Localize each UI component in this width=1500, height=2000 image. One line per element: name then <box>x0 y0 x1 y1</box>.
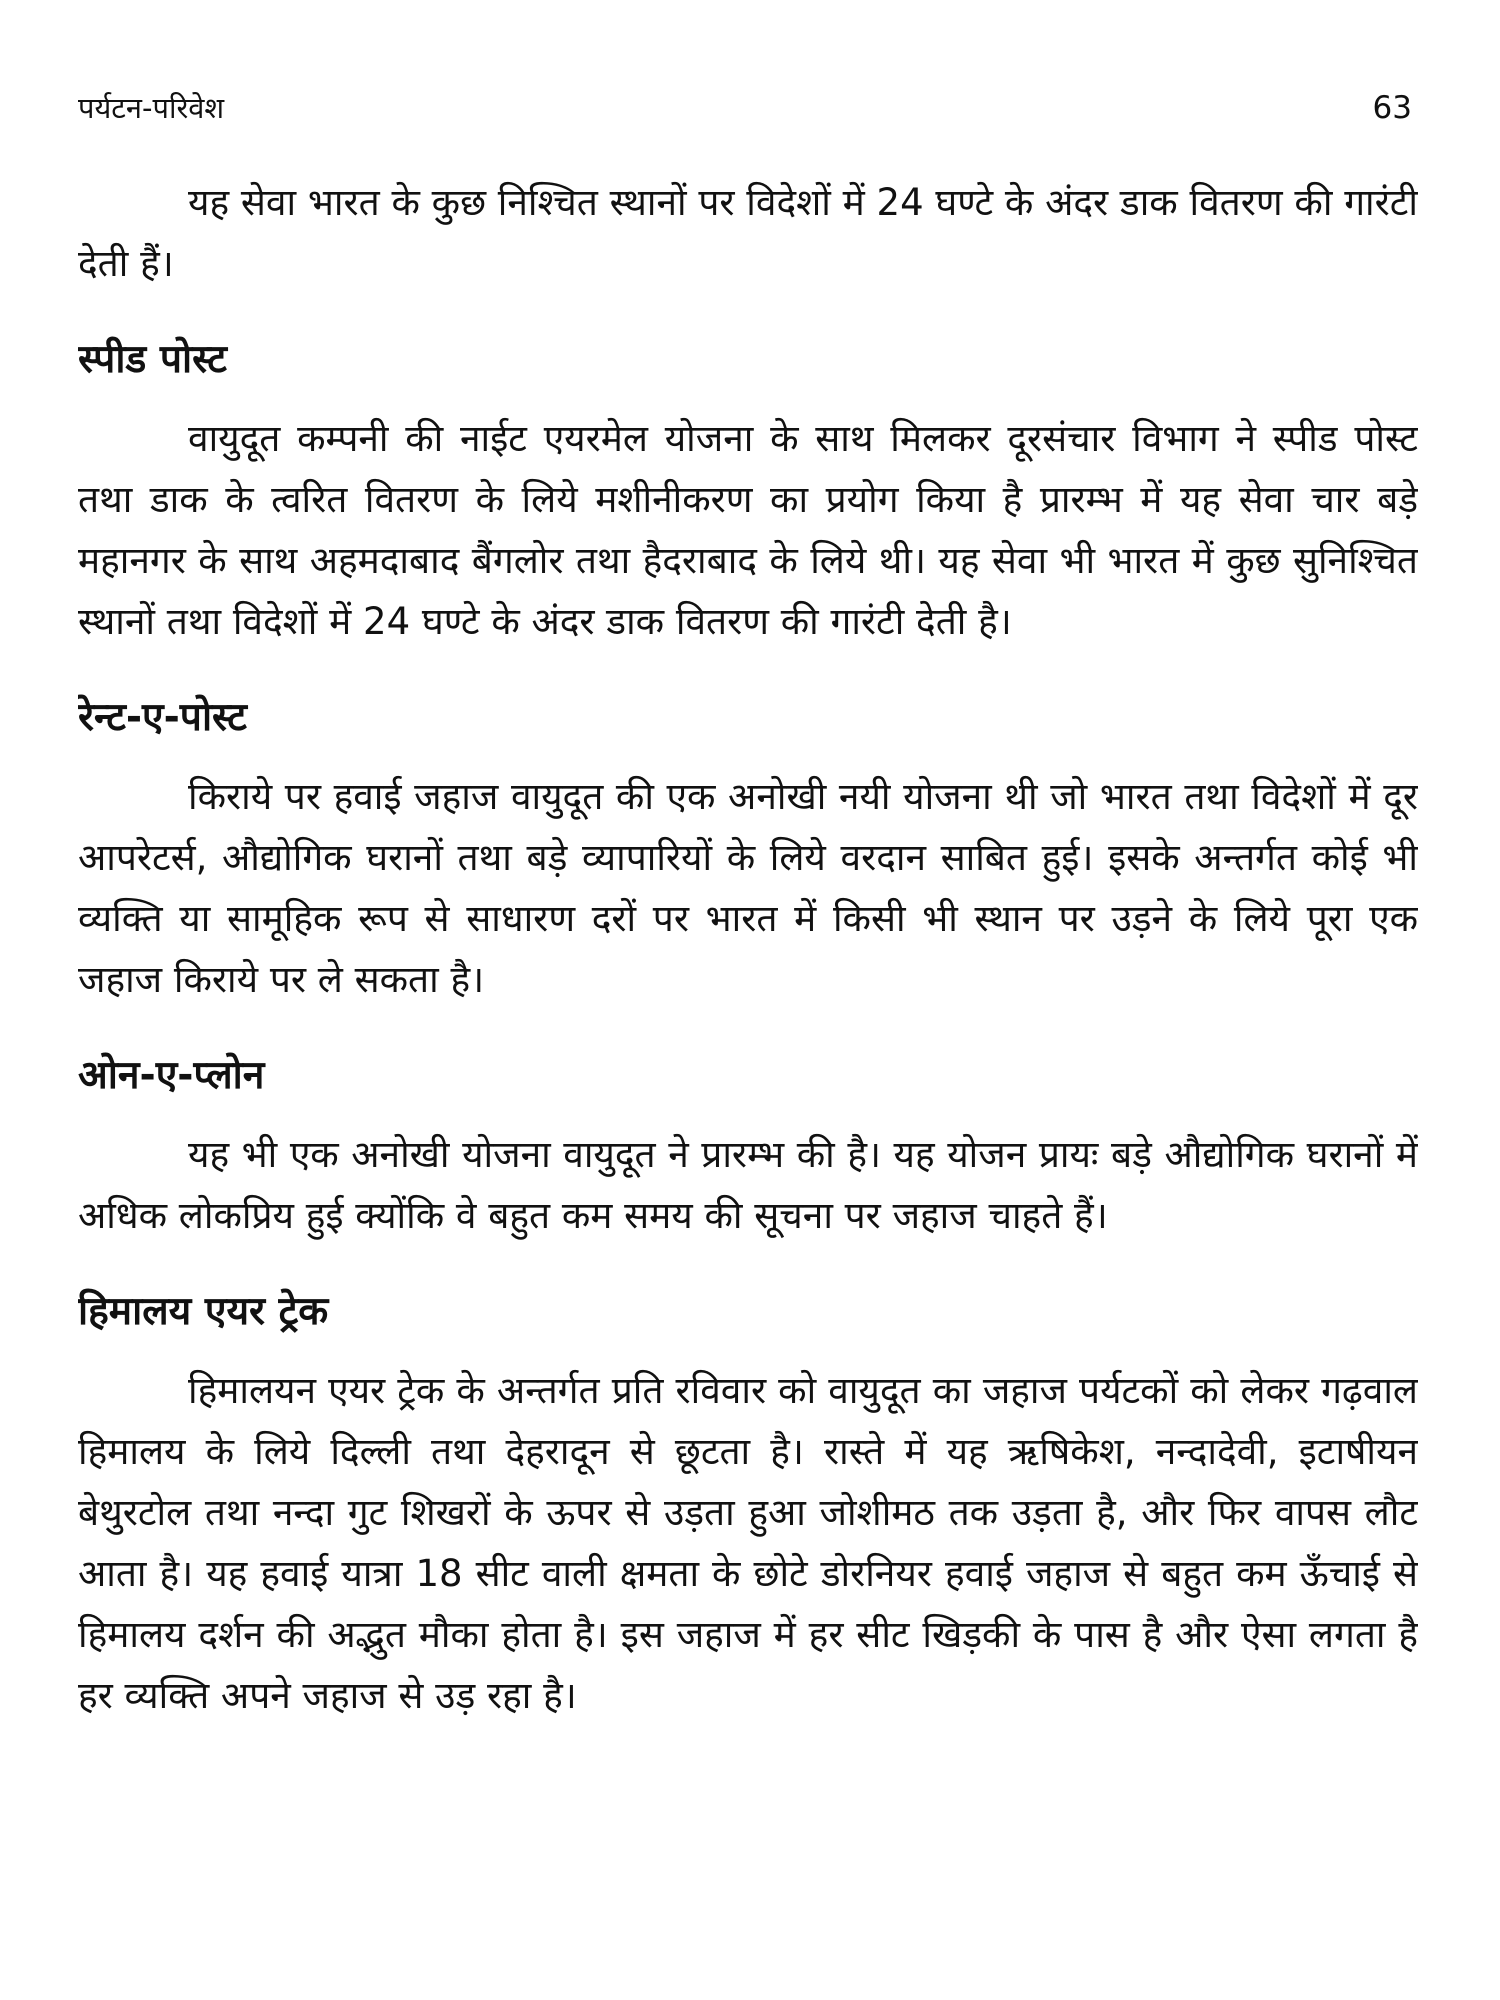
section-paragraph: किराये पर हवाई जहाज वायुदूत की एक अनोखी नयी योजना थी जो भारत तथा विदेशों में दूर आपरेटर्स, औद्योगिक घरानों तथा बड़े व्यापारियों के लिये वरदान साबित हुई। इसके अन्तर्गत कोई भी व्यक्ति या सामूहिक रूप से साधारण दरों पर भारत में किसी भी स्थान पर उड़ने के लिये पूरा एक जहाज किराये पर ले सकता है। <box>78 775 1418 1001</box>
section-heading: रेन्ट-ए-पोस्ट <box>78 695 247 740</box>
section-paragraph: यह भी एक अनोखी योजना वायुदूत ने प्रारम्भ की है। यह योजन प्रायः बड़े औद्योगिक घरानों में अधिक लोकप्रिय हुई क्योंकि वे बहुत कम समय की सूचना पर जहाज चाहते हैं। <box>78 1133 1418 1237</box>
section-heading: ओन-ए-प्लोन <box>78 1053 265 1098</box>
intro-paragraph: यह सेवा भारत के कुछ निश्चित स्थानों पर विदेशों में 24 घण्टे के अंदर डाक वितरण की गारंटी देती हैं। <box>78 181 1418 285</box>
section-speed-post <box>78 332 1418 652</box>
section-himalaya-air-trek <box>78 1284 1418 1726</box>
section-paragraph: हिमालयन एयर ट्रेक के अन्तर्गत प्रति रविवार को वायुदूत का जहाज पर्यटकों को लेकर गढ़वाल हिमालय के लिये दिल्ली तथा देहरादून से छूटता है। रास्ते में यह ऋषिकेश, नन्दादेवी, इटाषीयन बेथुरटोल तथा नन्दा गुट शिखरों के ऊपर से उड़ता हुआ जोशीमठ तक उड़ता है, और फिर वापस लौट आता है। यह हवाई यात्रा 18 सीट वाली क्षमता के छोटे डोरनियर हवाई जहाज से बहुत कम ऊँचाई से हिमालय दर्शन की अद्भुत मौका होता है। इस जहाज में हर सीट खिड़की के पास है और ऐसा लगता है हर व्यक्ति अपने जहाज से उड़ रहा है। <box>78 1369 1418 1717</box>
section-heading: स्पीड पोस्ट <box>78 337 227 382</box>
book-page <box>78 88 1418 1968</box>
page-number: 63 <box>1372 90 1412 126</box>
running-title: पर्यटन-परिवेश <box>78 91 225 125</box>
running-header <box>78 88 1418 128</box>
section-paragraph: वायुदूत कम्पनी की नाईट एयरमेल योजना के साथ मिलकर दूरसंचार विभाग ने स्पीड पोस्ट तथा डाक के त्वरित वितरण के लिये मशीनीकरण का प्रयोग किया है प्रारम्भ में यह सेवा चार बड़े महानगर के साथ अहमदाबाद बैंगलोर तथा हैदराबाद के लिये थी। यह सेवा भी भारत में कुछ सुनिश्चित स्थानों तथा विदेशों में 24 घण्टे के अंदर डाक वितरण की गारंटी देती है। <box>78 417 1418 643</box>
section-rent-a-post <box>78 690 1418 1010</box>
section-heading: हिमालय एयर ट्रेक <box>78 1289 329 1334</box>
section-own-a-plane <box>78 1048 1418 1246</box>
